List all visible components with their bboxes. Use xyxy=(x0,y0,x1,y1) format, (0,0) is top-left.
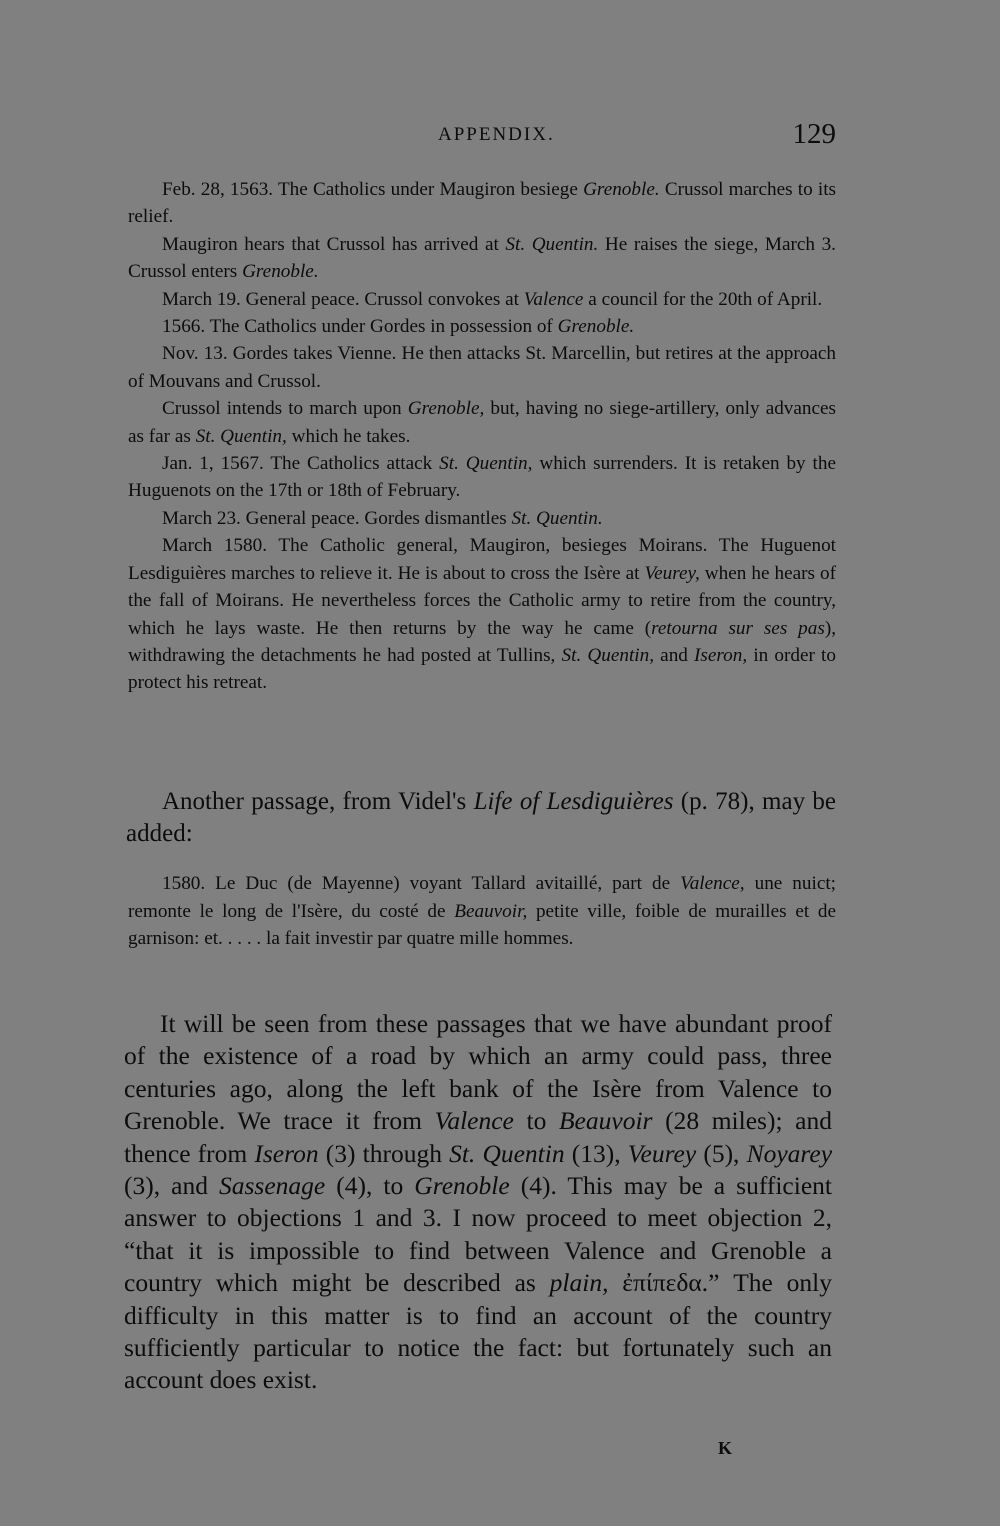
text-run: (28 miles); and thence from xyxy=(124,1106,832,1168)
text-run: ), withdrawing the detachments he had posted at Tullins, xyxy=(128,617,837,666)
italic-text: Beauvoir xyxy=(558,1106,653,1136)
chronology-entry xyxy=(128,450,836,505)
italic-text: St. Quentin, xyxy=(439,453,533,475)
italic-text: Life of Lesdiguières xyxy=(473,788,674,815)
text-run: March 19. General peace. Crussol convokes at xyxy=(162,288,524,310)
italic-text: Grenoble. xyxy=(242,261,319,283)
text-run: petite ville, foible de murailles et de garnison: et. . . . . la fait investir par quatre mille hommes. xyxy=(128,900,836,949)
text-run: March 23. General peace. Gordes dismantles xyxy=(162,507,512,529)
french-quotation-block xyxy=(128,870,836,953)
text-run: Nov. 13. Gordes takes Vienne. He then attacks St. Marcellin, but retires at the approach of Mouvans and Crussol. xyxy=(128,343,836,392)
text-run: Feb. 28, 1563. The Catholics under Maugiron besiege xyxy=(162,179,584,200)
text-run: ἐπίπεδα.” The only difficulty in this matter is to find an account of the country sufficiently particular to notice the fact: but fortunately such an account does exist. xyxy=(124,1268,833,1395)
page-header xyxy=(130,118,840,158)
chronology-section xyxy=(128,176,836,697)
text-run: when he hears of the fall of Moirans. He nevertheless forces the Catholic army to retire from the country, which he lays waste. He then returns by the way he came ( xyxy=(128,562,837,639)
text-run: 1580. Le Duc (de Mayenne) voyant Tallard avitaillé, part de xyxy=(162,873,681,894)
text-run: a council for the 20th of April. xyxy=(583,288,823,310)
italic-text: Beauvoir, xyxy=(454,900,528,922)
intro-paragraph xyxy=(126,786,836,850)
italic-text: Valence xyxy=(523,288,584,310)
italic-text: Grenoble xyxy=(414,1171,510,1201)
text-run: Jan. 1, 1567. The Catholics attack xyxy=(162,453,440,475)
main-paragraph xyxy=(124,1008,832,1397)
intro-paragraph-block xyxy=(126,786,836,850)
text-run: to xyxy=(513,1106,559,1136)
chronology-entry xyxy=(128,505,836,532)
italic-text: Grenoble, xyxy=(407,398,485,420)
chronology-entry xyxy=(128,286,836,313)
italic-text: Grenoble. xyxy=(557,316,635,338)
text-run: Another passage, from Videl's xyxy=(162,788,474,815)
page-number: 129 xyxy=(792,118,836,150)
italic-text: Iseron xyxy=(254,1138,319,1168)
italic-text: St. Quentin xyxy=(449,1138,565,1168)
french-quotation xyxy=(128,870,836,953)
text-run: (4). This may be a sufficient answer to objections 1 and 3. I now proceed to meet objection 2, “that it is impossible to find between Valence and Grenoble a country which might be described as xyxy=(124,1171,832,1298)
italic-text: Veurey xyxy=(627,1138,697,1168)
chronology-entry xyxy=(128,231,836,286)
text-run: He raises the siege, March 3. Crussol enters xyxy=(128,233,836,283)
text-run: (p. 78), may be added: xyxy=(126,788,836,847)
chronology-entry xyxy=(128,395,836,450)
text-run: 1566. The Catholics under Gordes in possession of xyxy=(162,316,558,338)
chronology-entry xyxy=(128,176,836,231)
text-run: in order to protect his retreat. xyxy=(128,644,836,694)
text-run: and xyxy=(654,644,695,666)
text-run: une nuict; remonte le long de l'Isère, du costé de xyxy=(128,873,836,922)
italic-text: St. Quentin, xyxy=(561,644,655,666)
text-run: (3) through xyxy=(318,1138,450,1168)
chronology-entry xyxy=(128,532,836,696)
italic-text: St. Quentin, xyxy=(195,425,287,447)
main-text-block xyxy=(124,1008,832,1397)
italic-text: Veurey, xyxy=(644,562,700,584)
running-head: APPENDIX. xyxy=(438,124,555,145)
italic-text: Valence, xyxy=(680,873,745,894)
italic-text: Valence xyxy=(434,1106,514,1136)
chronology-entry xyxy=(128,313,836,340)
italic-text: St. Quentin. xyxy=(511,507,603,529)
text-run: (3), and xyxy=(124,1171,219,1201)
signature-mark: K xyxy=(718,1438,733,1458)
italic-text: Grenoble. xyxy=(583,179,660,200)
italic-text: Sassenage xyxy=(219,1171,326,1201)
text-run: which he takes. xyxy=(286,425,411,447)
text-run: (13), xyxy=(564,1138,628,1168)
italic-text: Noyarey xyxy=(746,1138,833,1168)
italic-text: retourna sur ses pas xyxy=(651,617,825,639)
text-run: which surrenders. It is retaken by the Huguenots on the 17th or 18th of February. xyxy=(128,453,836,502)
text-run: Maugiron hears that Crussol has arrived at xyxy=(162,233,506,255)
chronology-entry xyxy=(128,340,836,395)
text-run: (4), to xyxy=(325,1171,415,1201)
text-run: March 1580. The Catholic general, Maugiron, besieges Moirans. The Huguenot Lesdiguières marches to relieve it. He is about to cross the Isère at xyxy=(128,535,836,584)
text-run: (5), xyxy=(696,1138,747,1168)
italic-text: St. Quentin. xyxy=(505,233,599,255)
text-run: but, having no siege-artillery, only advances as far as xyxy=(128,398,837,447)
italic-text: plain, xyxy=(549,1268,609,1298)
text-run: It will be seen from these passages that we have abundant proof of the existence of a road by which an army could pass, three centuries ago, along the left bank of the Isère from Valence to Grenoble. We trace it from xyxy=(124,1009,832,1136)
italic-text: Iseron, xyxy=(694,644,748,666)
text-run: Crussol marches to its relief. xyxy=(128,179,836,228)
text-run: Crussol intends to march upon xyxy=(162,398,408,420)
